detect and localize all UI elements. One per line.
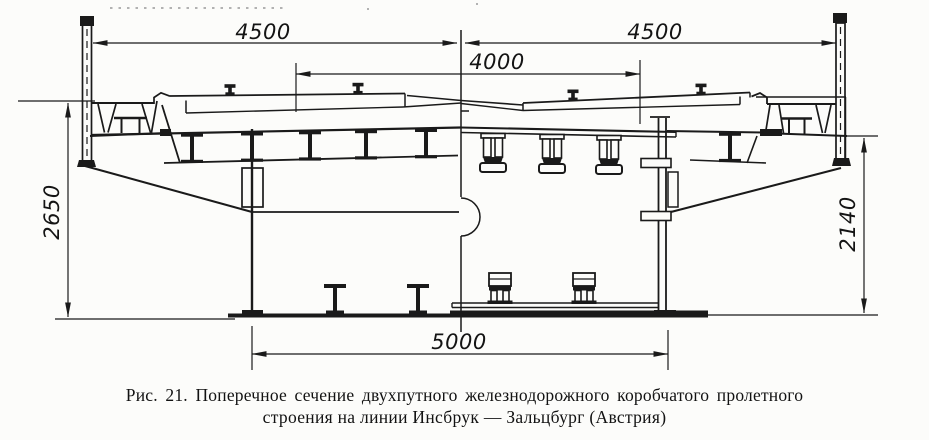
right-curb — [752, 93, 768, 104]
bottom-bolted-foot — [572, 273, 597, 304]
bottom-t-stiffener — [324, 284, 346, 315]
bracket-gusset — [766, 105, 784, 133]
bracket-gusset — [142, 101, 157, 133]
box-girder-body — [85, 117, 841, 315]
deck-rib — [355, 130, 377, 160]
deck-rib — [719, 133, 741, 163]
bottom-bolted-foot — [488, 273, 513, 304]
dim-4500-left: 4500 — [235, 20, 291, 44]
rail — [353, 83, 364, 94]
web-cleat — [641, 212, 671, 221]
deck-rib — [181, 134, 203, 164]
stringer-hanger — [539, 135, 565, 174]
dim-2650: 2650 — [40, 184, 64, 240]
deck-underside — [667, 131, 765, 133]
deck-underside — [461, 128, 676, 133]
left-sidewalk-bracket — [90, 93, 180, 163]
deck-rib — [299, 131, 321, 161]
post-foot — [832, 158, 851, 166]
dim-4500-right: 4500 — [627, 20, 683, 44]
post-cap — [80, 16, 94, 26]
dim-5000: 5000 — [431, 330, 487, 354]
left-inclined-bottom-plate — [85, 166, 252, 212]
slab-bottom — [186, 107, 403, 113]
rail — [568, 90, 579, 101]
right-railing-post — [832, 13, 851, 166]
caption-line-1: Рис. 21. Поперечное сечение двухпутного железнодорожного коробчатого пролетного — [125, 385, 804, 405]
web-cleat — [641, 159, 671, 168]
web-base-pad — [654, 310, 676, 317]
web-base-pad — [242, 310, 263, 317]
edge-web — [747, 136, 757, 163]
caption-line-2: строения на линии Инсбрук — Зальцбург (Австрия) — [262, 407, 667, 428]
right-sidewalk-bracket — [747, 97, 847, 163]
post-cap — [833, 13, 847, 23]
section-centerline — [461, 30, 480, 332]
bottom-t-stiffener — [407, 284, 429, 315]
web-stiffener-plate — [668, 172, 678, 207]
dim-2140: 2140 — [836, 196, 860, 252]
manhole-semicircle — [461, 198, 480, 236]
deck-underside — [91, 128, 461, 136]
rail — [225, 84, 236, 95]
figure-caption — [0, 384, 929, 429]
slab-bottom — [523, 105, 740, 111]
stringer-hanger — [480, 134, 506, 173]
left-railing-post — [77, 16, 96, 167]
bracket-gusset — [816, 105, 831, 133]
deck-rib — [415, 129, 437, 159]
rail — [696, 84, 707, 95]
dim-4000: 4000 — [469, 50, 525, 74]
stringer-hanger — [596, 136, 622, 175]
right-inclined-bottom-plate — [667, 168, 841, 213]
bottom-flange — [228, 303, 708, 318]
top-axis-dotted-line — [110, 3, 478, 10]
bracket-gusset — [98, 104, 116, 133]
